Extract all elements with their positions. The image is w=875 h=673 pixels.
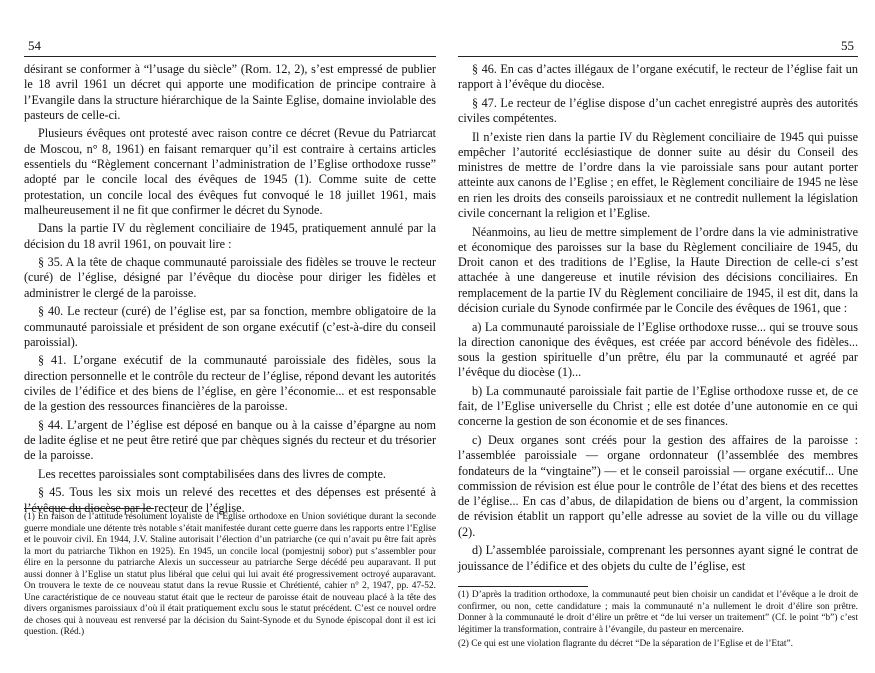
paragraph: § 47. Le recteur de l’église dispose d’un cachet enregistré auprès des autorités civiles compétentes. bbox=[458, 95, 858, 126]
paragraph: Plusieurs évêques ont protesté avec raison contre ce décret (Revue du Patriarcat de Moscou, n° 8, 1961) en faisant remarquer qu’il est contraire à certains articles essentiels du “Règlement concernant l’administration de l’Eglise orthodoxe russe” adopté par le concile local des évêques de 1945 (1). Comme suite de cette protestation, un concile local des évêques fut convoqué le 18 juillet 1961, mais malheureusement il ne fit que confirmer le décret du Synode. bbox=[24, 126, 436, 217]
footnote-rule bbox=[24, 508, 154, 509]
paragraph: b) La communauté paroissiale fait partie de l’Eglise orthodoxe russe et, de ce fait, de l’Eglise universelle du Christ ; elle est dotée d’une autonomie en ce qui concerne la gestion de son économie et de ses finances. bbox=[458, 383, 858, 429]
paragraph: § 45. Tous les six mois un relevé des recettes et des dépenses est présenté à l’évêque du diocèse par le recteur de l’église. bbox=[24, 485, 436, 515]
page-number: 55 bbox=[841, 38, 854, 53]
header-rule bbox=[458, 56, 858, 57]
paragraph: désirant se conformer à “l’usage du siècle” (Rom. 12, 2), s’est empressé de publier le 18 avril 1961 un décret qui apporte une modification de principe contraire à l’Evangile dans la structure hiérarchique de la Sainte Eglise, domaine inviolable des pasteurs de celle-ci. bbox=[24, 62, 436, 122]
paragraph: § 44. L’argent de l’église est déposé en banque ou à la caisse d’épargne au nom de ladite église et ne peut être retiré que par chèques signés du recteur et du trésorier de la paroisse. bbox=[24, 417, 436, 463]
paragraph: Néanmoins, au lieu de mettre simplement de l’ordre dans la vie administrative et économique des paroisses sur la base du Règlement conciliaire de 1945, du Droit canon et des traditions de l’Eglise, la Haute Direction de celle-ci s’est attachée à une dangereuse et inutile révision des décisions conciliaires. En remplacement de la partie IV du Règlement conciliaire de 1945, il est dit, dans la décision curiale du Synode confirmée par le Concile des évêques de 1961, que : bbox=[458, 224, 858, 316]
paragraph: § 46. En cas d’actes illégaux de l’organe exécutif, le recteur de l’église fait un rapport à l’évêque du diocèse. bbox=[458, 62, 858, 92]
paragraph: Il n’existe rien dans la partie IV du Règlement conciliaire de 1945 qui puisse empêcher l’autorité ecclésiastique de donner suite au désir du Conseil des ministres de mettre de l’ordre dans la vie paroissiale sans pour autant porter atteinte aux canons de l’Eglise ; en effet, le Règlement conciliaire de 1945 ne lèse en rien les droits des conseils paroissiaux et ne contredit nullement la législation civile concernant la religion et l’Eglise. bbox=[458, 129, 858, 221]
paragraph: a) La communauté paroissiale de l’Eglise orthodoxe russe... qui se trouve sous la direction canonique des évêques, est créée par accord bénévole des fidèles... sous la gestion spirituelle d’un prêtre, élu par la communauté et agréé par l’évêque du diocèse (1)... bbox=[458, 319, 858, 380]
header-rule bbox=[24, 56, 436, 57]
paragraph: § 40. Le recteur (curé) de l’église est, par sa fonction, membre obligatoire de la communauté paroissiale et président de son organe exécutif (c’est-à-dire du conseil paroissial). bbox=[24, 304, 436, 349]
paragraph: Dans la partie IV du règlement conciliaire de 1945, pratiquement annulé par la décision du 18 avril 1961, on pouvait lire : bbox=[24, 221, 436, 251]
page-number: 54 bbox=[28, 38, 41, 53]
paragraph: d) L’assemblée paroissiale, comprenant les personnes ayant signé le contrat de jouissance de l’édifice et des objets du culte de l’église, est bbox=[458, 543, 858, 573]
paragraph: c) Deux organes sont créés pour la gestion des affaires de la paroisse : l’assemblée paroissiale — organe ordonnateur (l’assemblée des membres fondateurs de la “vingtaine”) — et le conseil paroissial — organe exécutif... Une commission de révision est élue pour le contrôle de l’état des biens et des recettes de l’église... En cas d’abus, de dilapidation de biens ou d’argent, la commission de révision établit un rapport qu’elle adresse au soviet de la ville ou du village (2). bbox=[458, 432, 858, 539]
footnote-rule bbox=[458, 586, 588, 587]
page-body bbox=[458, 62, 858, 577]
footnote: (2) Ce qui est une violation flagrante du décret “De la séparation de l’Eglise et de l’Etat”. bbox=[458, 639, 794, 649]
page-body bbox=[24, 62, 436, 519]
footnote: (1) D’après la tradition orthodoxe, la communauté peut bien choisir un candidat et l’évêque a le droit de confirmer, ou non, cette candidature ; mais la communauté n’a nullement le droit d’élire son prêtre. Donner à la communauté le droit d’élire un prêtre et “de lui verser un traitement” (Cf. le point “b”) c’est légitimer la transformation, contraire à l’évangile, du pasteur en mercenaire. bbox=[458, 590, 858, 635]
footnotes bbox=[24, 512, 436, 642]
footnotes bbox=[458, 590, 858, 654]
paragraph: § 35. A la tête de chaque communauté paroissiale des fidèles se trouve le recteur (curé) de l’église, désigné par l’évêque du diocèse pour diriger les fidèles et administrer le clergé de la paroisse. bbox=[24, 255, 436, 300]
footnote: (1) En raison de l’attitude résolument loyaliste de l’Eglise orthodoxe en Union soviétique durant la seconde guerre mondiale une détente très notable s’était manifestée durant cette guerre dans les rapports entre l’Eglise et le pouvoir civil. En 1944, J.V. Staline autorisait l’élection d’un patriarche (ce qui n’avait pu être fait après la mort du patriarche Tikhon en 1925). En 1945, un concile local (pomjestnij sobor) put s’assembler pour élire en la personne du patriarche Alexis un successeur au patriarche Serge décédé peu auparavant. Il put aussi donner à l’Eglise un statut plus libéral que celui qui lui avait été progressivement octroyé auparavant. On trouvera le texte de ce nouveau statut dans la revue Russie et Chrétienté, cahier n° 2, 1947, pp. 47-52. Une caractéristique de ce nouveau statut était que le recteur de paroisse était de nouveau placé à la tête des divers organismes paroissiaux d’où il était pratiquement exclu sous le statut précédent. C’est ce nouvel ordre de choses qui à nouveau est renversé par la décision du Saint-Synode et du Synode épiscopal dont il est ici question. (Réd.) bbox=[24, 512, 436, 637]
paragraph: § 41. L’organe exécutif de la communauté paroissiale des fidèles, sous la direction personnelle et le contrôle du recteur de l’église, répond devant les autorités civiles de l’édifice et des biens de l’église, en gère l’économie... et est responsable de la gestion des ressources financières de la paroisse. bbox=[24, 353, 436, 414]
paragraph: Les recettes paroissiales sont comptabilisées dans des livres de compte. bbox=[38, 466, 386, 481]
